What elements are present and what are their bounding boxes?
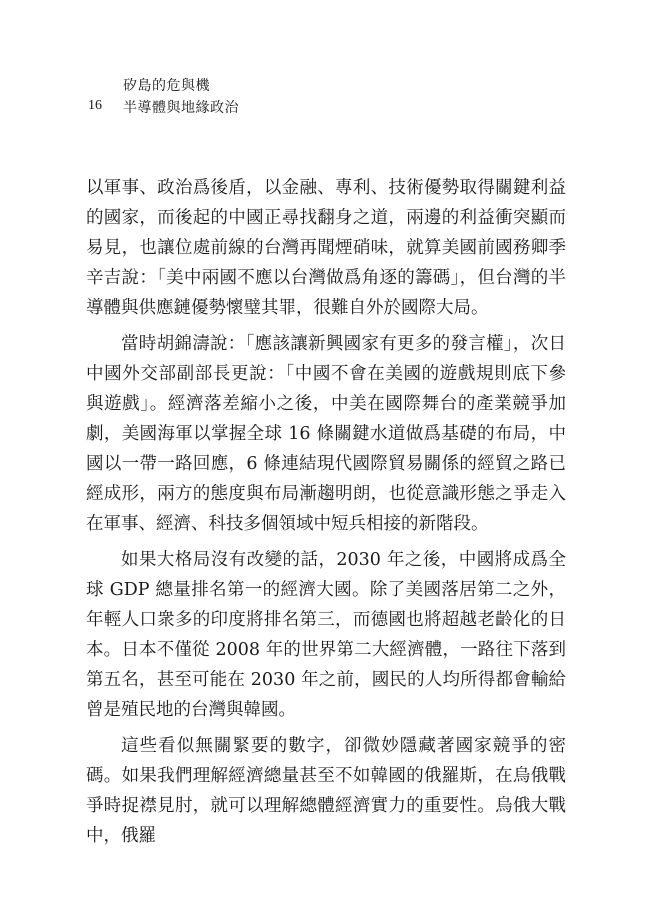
body-text [86,173,566,851]
book-title: 矽島的危與機 [123,78,210,94]
paragraph-4: 這些看似無關緊要的數字，卻微妙隱藏著國家競爭的密碼。如果我們理解經濟總量甚至不如韓國的俄羅斯，在烏俄戰爭時捉襟見肘，就可以理解總體經濟實力的重要性。烏俄大戰中，俄羅 [86,736,566,846]
page-header [0,0,650,120]
book-subtitle: 半導體與地緣政治 [123,100,239,116]
paragraph-2: 當時胡錦濤說：「應該讓新興國家有更多的發言權」，次日中國外交部副部長更說：「中國不會在美國的遊戲規則底下參與遊戲」。經濟落差縮小之後，中美在國際舞台的產業競爭加劇，美國海軍以掌握全球 16 條關鍵水道做爲基礎的布局，中國以一帶一路回應，6 條連結現代國際貿易關係的經貿之路已經成形，兩方的態度與布局漸趨明朗，也從意識形態之爭走入在軍事、經濟、科技多個領域中短兵相接的新階段。 [86,334,566,534]
page-number: 16 [88,98,102,113]
paragraph-3: 如果大格局沒有改變的話，2030 年之後，中國將成爲全球 GDP 總量排名第一的經濟大國。除了美國落居第二之外，年輕人口衆多的印度將排名第三，而德國也將超越老齡化的日本。日本不僅從 2008 年的世界第二大經濟體，一路往下落到第五名，甚至可能在 2030 年之前，國民的人均所得都會輸給曾是殖民地的台灣與韓國。 [86,550,566,720]
paragraph-1: 以軍事、政治爲後盾，以金融、專利、技術優勢取得關鍵利益的國家，而後起的中國正尋找翻身之道，兩邊的利益衝突顯而易見，也讓位處前線的台灣再聞煙硝味，就算美國前國務卿季辛吉說：「美中兩國不應以台灣做爲角逐的籌碼」，但台灣的半導體與供應鏈優勢懷璧其罪，很難自外於國際大局。 [86,178,566,318]
